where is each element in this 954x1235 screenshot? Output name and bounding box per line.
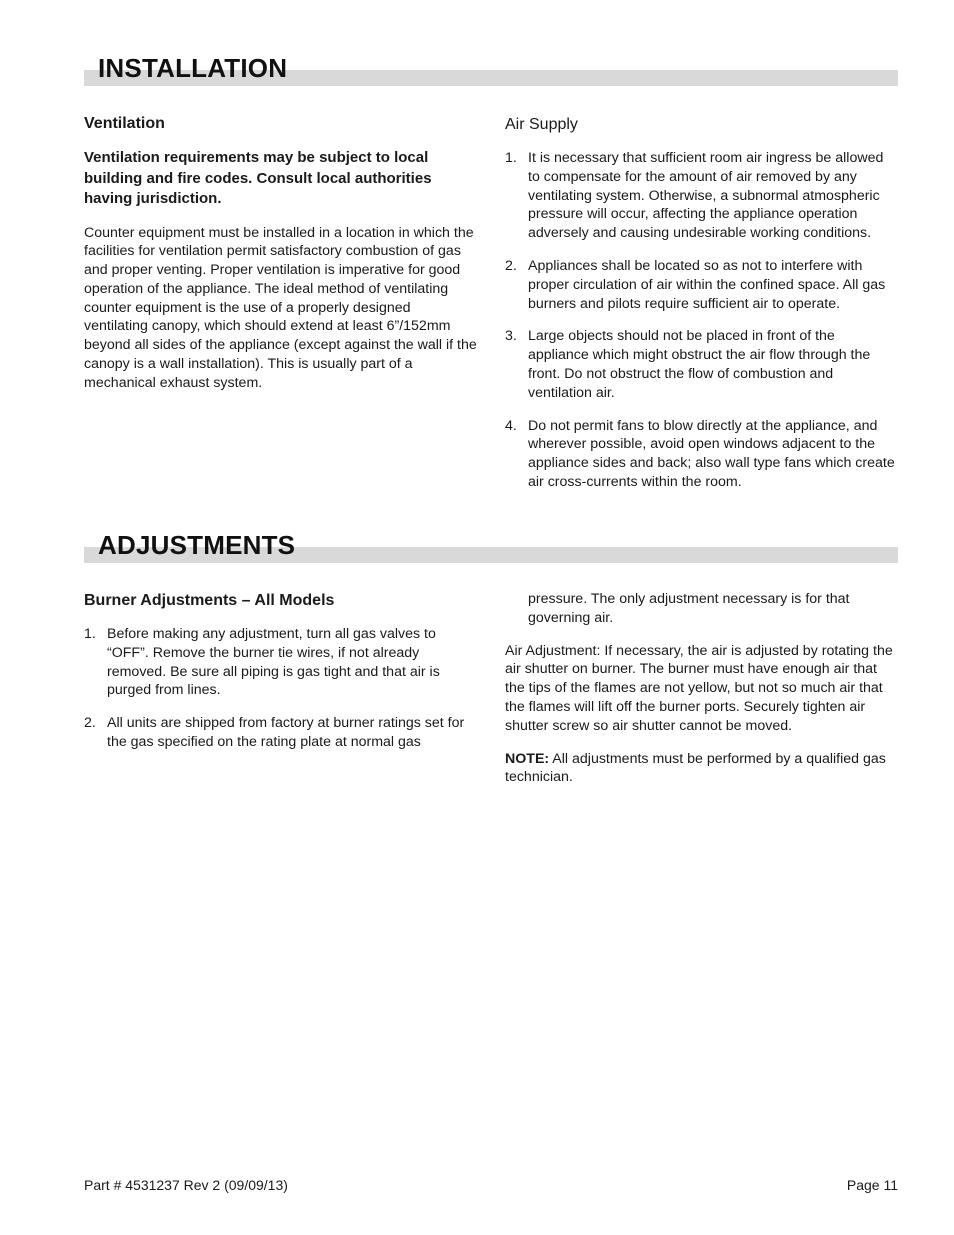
burner-adjustments-section [84, 591, 478, 766]
list-item: 4. Do not permit fans to blow directly at the appliance, and wherever possible, avoid open windows adjacent to the appliance sides and back; also wall type fans which create air cross-currents within the room. [505, 417, 895, 490]
installation-title: INSTALLATION [98, 53, 288, 83]
note-label: NOTE: [505, 750, 550, 767]
air-supply-list [505, 149, 899, 492]
air-supply-heading: Air Supply [505, 116, 578, 133]
ventilation-section [84, 114, 478, 407]
note-text: All adjustments must be performed by a qualified gas technician. [505, 750, 886, 786]
note-paragraph [505, 750, 899, 788]
list-item: 2. All units are shipped from factory at burner ratings set for the gas specified on the rating plate at normal gas [84, 715, 465, 750]
air-adjustment-paragraph: Air Adjustment: If necessary, the air is adjusted by rotating the air shutter on burner. The burner must have enough air that the tips of the flames are not yellow, but not so much air that the flames will lift off the burner ports. Securely tighten air shutter screw so air shutter cannot be moved. [505, 642, 893, 734]
list-item: 1. It is necessary that sufficient room air ingress be allowed to compensate for the amount of air removed by any ventilating system. Otherwise, a subnormal atmospheric pressure will occur, affecting the appliance operation adversely and causing undesirable working conditions. [505, 150, 884, 242]
footer-page-number: Page 11 [846, 1177, 898, 1193]
burner-adjustments-continued [505, 590, 899, 801]
adjustments-title: ADJUSTMENTS [98, 530, 296, 560]
list-item: 2. Appliances shall be located so as not to interfere with proper circulation of air within the confined space. All gas burners and pilots require sufficient air to operate. [505, 257, 886, 312]
list-item: 1. Before making any adjustment, turn all gas valves to “OFF”. Remove the burner tie wires, if not already removed. Be sure all piping is gas tight and that air is purged from lines. [84, 626, 440, 699]
burner-adjustments-heading: Burner Adjustments – All Models [84, 592, 335, 609]
list-item: 3. Large objects should not be placed in front of the appliance which might obstruct the air flow through the front. Do not obstruct the flow of combustion and ventilation air. [505, 328, 871, 401]
burner-adjustments-list [84, 625, 478, 752]
list-item-continued: pressure. The only adjustment necessary is for that governing air. [528, 591, 850, 626]
ventilation-heading: Ventilation [84, 115, 165, 132]
ventilation-warning: Ventilation requirements may be subject to local building and fire codes. Consult local authorities having jurisdiction. [84, 149, 432, 207]
ventilation-body: Counter equipment must be installed in a location in which the facilities for ventilation permit satisfactory combustion of gas and proper venting. Proper ventilation is imperative for good operation of the appliance. The ideal method of ventilating counter equipment is the use of a properly designed ventilating canopy, which should extend at least 6”/152mm beyond all sides of the appliance (except against the wall if the canopy is a wall installation). This is usually part of a mechanical exhaust system. [84, 224, 477, 391]
air-supply-section [505, 115, 899, 506]
footer-part-number: Part # 4531237 Rev 2 (09/09/13) [84, 1177, 288, 1193]
